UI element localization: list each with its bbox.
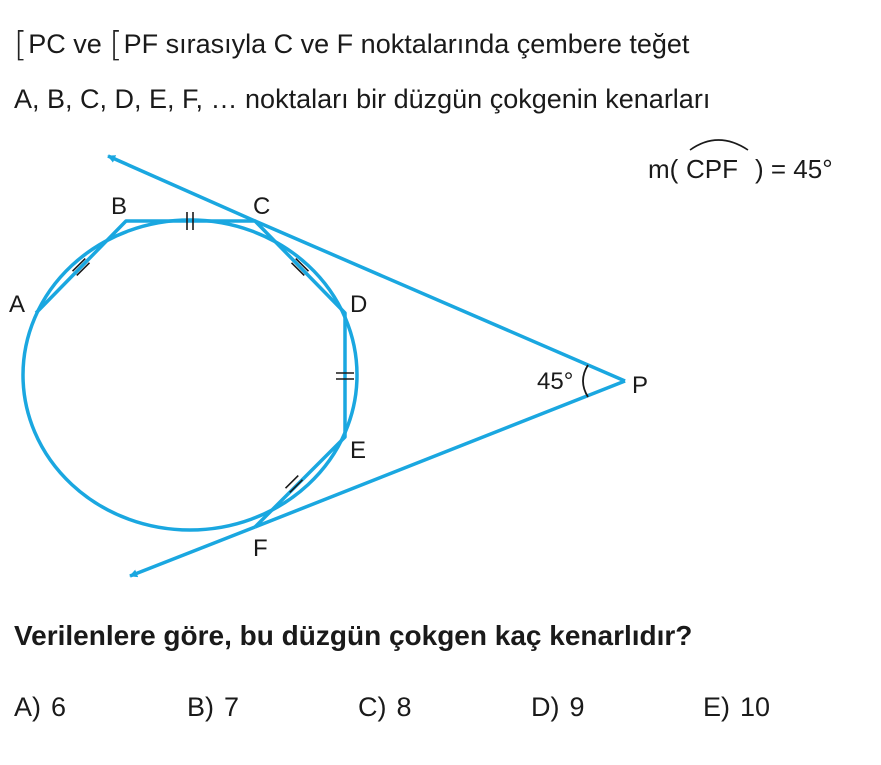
option-e[interactable] [703, 692, 770, 723]
arc-hat-icon [690, 140, 748, 150]
angle-label: 45° [537, 368, 574, 395]
ray-bracket-icon: [ [109, 25, 123, 65]
tangent-ray-pc-extension [108, 156, 255, 221]
option-label: D) [531, 692, 560, 722]
ray-bracket-icon: [ [14, 25, 28, 65]
angle-condition-prefix: m( [648, 154, 679, 184]
point-label-a: A [9, 291, 26, 318]
question-text: Verilenlere göre, bu düzgün çokgen kaç kenarlıdır? [14, 620, 693, 651]
angle-arc-p [583, 365, 588, 397]
point-label-f: F [253, 535, 268, 562]
equal-side-ticks [73, 212, 354, 492]
option-d[interactable] [531, 692, 585, 723]
circle [23, 220, 357, 530]
given-line-2: A, B, C, D, E, F, … noktaları bir düzgün çokgenin kenarları [14, 84, 711, 114]
connector-text: ve [73, 29, 102, 59]
ray-pf: PF [123, 29, 159, 59]
tangent-ray-pf [255, 381, 625, 527]
tangent-ray-pf-extension [130, 527, 255, 576]
angle-condition-suffix: ) = 45° [755, 154, 833, 184]
point-label-p: P [632, 372, 649, 399]
option-value: 7 [224, 692, 240, 722]
option-value: 10 [740, 692, 771, 722]
point-label-c: C [253, 193, 271, 220]
option-label: B) [187, 692, 214, 722]
ray-pc: PC [28, 29, 66, 59]
option-label: E) [703, 692, 730, 722]
angle-condition-arc: CPF [686, 154, 738, 184]
option-value: 6 [51, 692, 67, 722]
given-text-rest: sırasıyla C ve F noktalarında çembere teğet [165, 29, 690, 59]
option-a[interactable] [14, 692, 66, 723]
tangent-ray-pc [255, 221, 625, 381]
option-value: 8 [396, 692, 412, 722]
point-label-b: B [111, 193, 128, 220]
point-label-e: E [350, 437, 367, 464]
angle-condition [648, 140, 833, 184]
polygon-sides [36, 221, 345, 527]
option-label: C) [358, 692, 387, 722]
option-label: A) [14, 692, 41, 722]
option-b[interactable] [187, 692, 239, 723]
option-value: 9 [569, 692, 585, 722]
point-label-d: D [350, 291, 368, 318]
option-c[interactable] [358, 692, 412, 723]
